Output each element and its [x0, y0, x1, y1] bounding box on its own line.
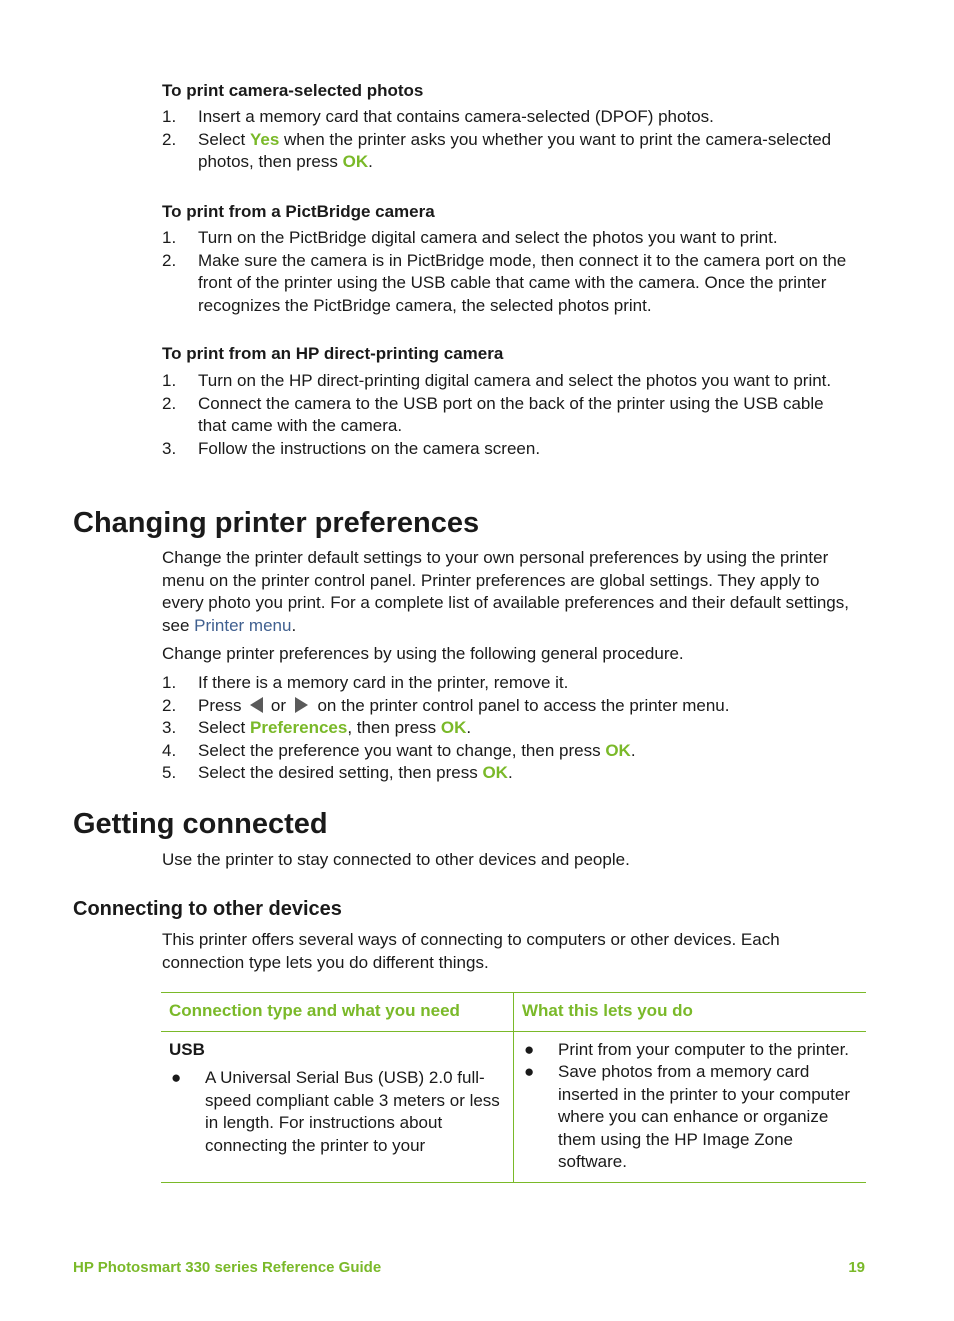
list-item: ● Print from your computer to the printer. [522, 1039, 858, 1062]
list-item: 2. Select Yes when the printer asks you whether you want to print the camera-selected photos, then press OK. [162, 129, 832, 171]
list-item: 1. Turn on the HP direct-printing digital camera and select the photos you want to print. [162, 371, 832, 390]
preferences-label: Preferences [249, 718, 348, 737]
list-item: ● A Universal Serial Bus (USB) 2.0 full-speed compliant cable 3 meters or less in length. For instructions about connecting the printer to your [171, 1068, 500, 1155]
list-item: 3. Select Preferences, then press OK. [162, 718, 472, 737]
footer-title: HP Photosmart 330 series Reference Guide [73, 1259, 382, 1276]
steps-pictbridge [162, 227, 852, 317]
table-cell [161, 1031, 514, 1182]
table-cell [514, 1031, 867, 1182]
list-item: 3. Follow the instructions on the camera screen. [162, 438, 541, 458]
list-item: 1. If there is a memory card in the printer, remove it. [162, 673, 569, 692]
yes-label: Yes [249, 129, 280, 149]
list-item: ● Save photos from a memory card inserted in the printer to your computer where you can enhance or organize them using the HP Image Zone software. [524, 1062, 850, 1171]
list-item: 1. Turn on the PictBridge digital camera and select the photos you want to print. [162, 228, 778, 247]
heading-changing-preferences: Changing printer preferences [73, 507, 480, 539]
steps-camera-selected [162, 106, 852, 174]
connected-intro: Use the printer to stay connected to other devices and people. [162, 850, 630, 869]
list-item: 2. Connect the camera to the USB port on the back of the printer using the USB cable that came with the camera. [162, 393, 824, 435]
does-list [522, 1039, 858, 1174]
ok-label: OK [605, 740, 631, 760]
right-arrow-icon [295, 697, 308, 713]
subheading-camera-selected: To print camera-selected photos [162, 81, 424, 100]
list-item: 2. Press or on the printer control panel to access the printer menu. [162, 695, 730, 715]
list-item: 5. Select the desired setting, then press OK. [162, 763, 513, 782]
ok-label: OK [482, 763, 508, 782]
table-row [161, 1031, 866, 1182]
connecting-body: This printer offers several ways of connecting to computers or other devices. Each connection type lets you do different things. [162, 930, 780, 972]
bullet-icon: ● [524, 1039, 535, 1059]
steps-preferences [162, 672, 852, 785]
list-item: 2. Make sure the camera is in PictBridge mode, then connect it to the camera port on the front of the printer using the USB cable that came with the camera. Once the printer recognizes the PictBridge camera, the selected photos print. [162, 250, 847, 315]
connection-table [161, 992, 866, 1183]
table-header-row [161, 993, 866, 1032]
page-number: 19 [848, 1259, 865, 1276]
bullet-icon: ● [171, 1068, 182, 1087]
ok-label: OK [440, 718, 467, 737]
column-header: What this lets you do [514, 993, 867, 1032]
steps-hp-direct [162, 370, 852, 460]
subheading-hp-direct: To print from an HP direct-printing camera [162, 344, 504, 363]
heading-connecting-devices: Connecting to other devices [73, 898, 342, 920]
bullet-icon: ● [524, 1062, 535, 1081]
printer-menu-link[interactable]: Printer menu [194, 615, 292, 635]
preferences-intro: Change the printer default settings to your own personal preferences by using the printer menu on the printer control panel. Printer preferences are global settings. They apply to every photo you print. For a complete list of available preferences and their default settings, see Printer menu. [162, 548, 849, 635]
heading-getting-connected: Getting connected [73, 808, 328, 840]
list-item: 1. Insert a memory card that contains camera-selected (DPOF) photos. [162, 107, 714, 126]
need-list [169, 1067, 505, 1157]
usb-title: USB [169, 1039, 205, 1059]
column-header: Connection type and what you need [161, 993, 514, 1032]
subheading-pictbridge: To print from a PictBridge camera [162, 202, 435, 221]
left-arrow-icon [250, 697, 263, 713]
list-item: 4. Select the preference you want to change, then press OK. [162, 740, 636, 760]
ok-label: OK [342, 152, 369, 171]
preferences-procedure: Change printer preferences by using the following general procedure. [162, 644, 684, 663]
